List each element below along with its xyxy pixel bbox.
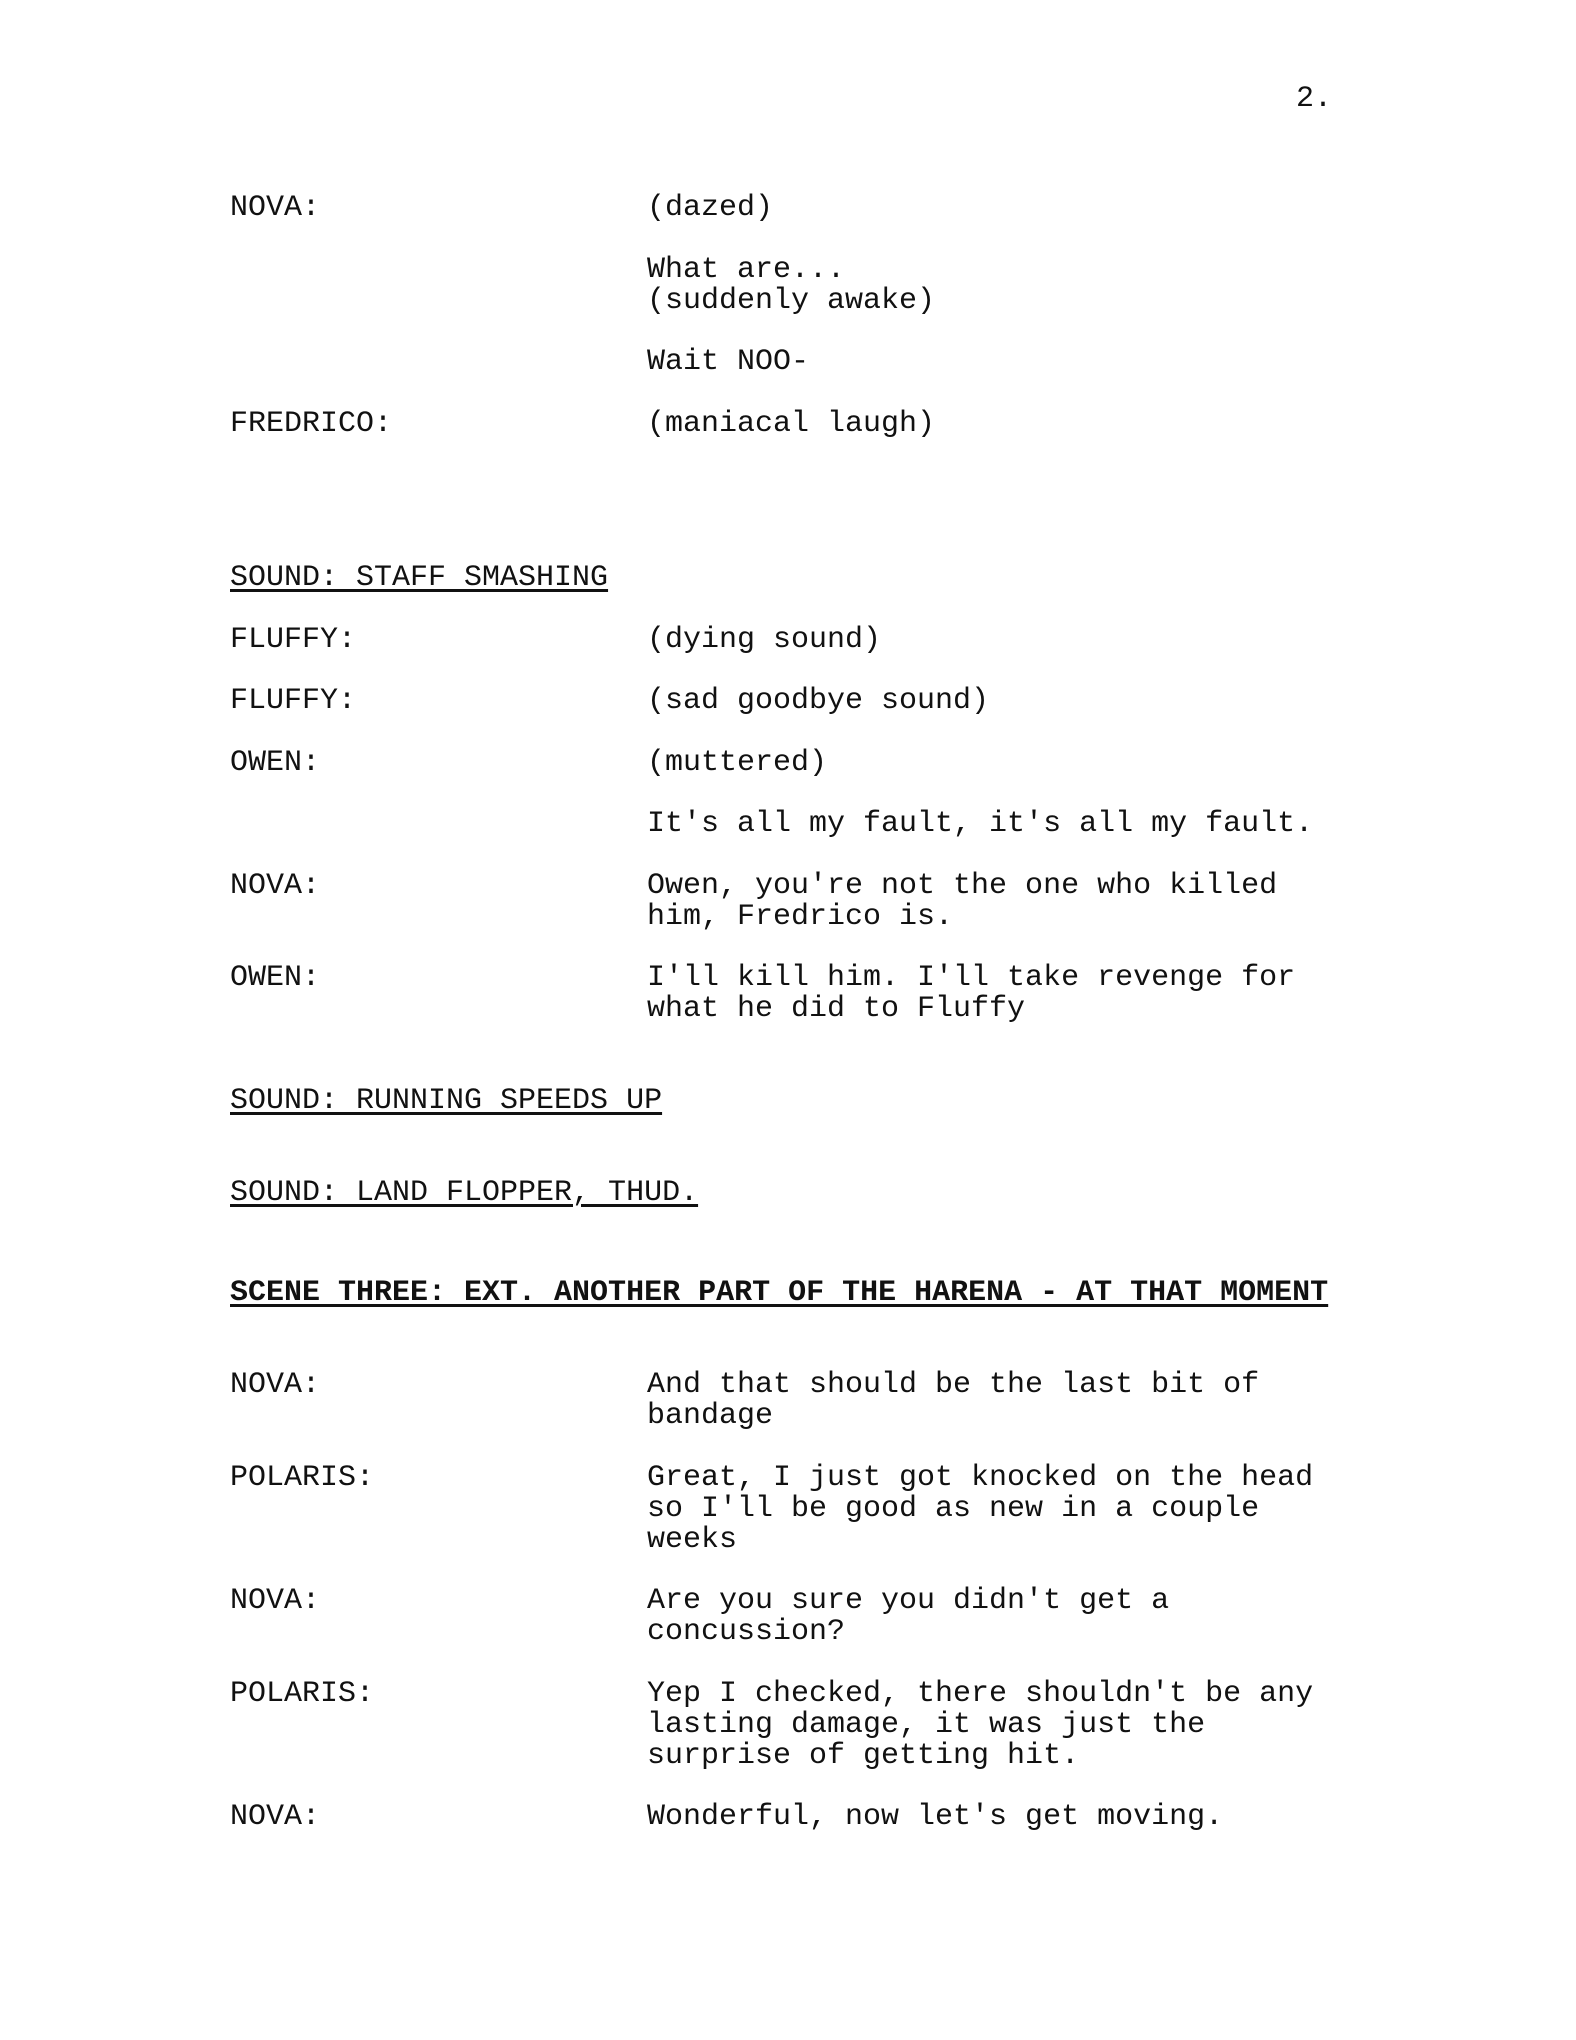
dialogue-line: And that should be the last bit of xyxy=(647,1368,1260,1402)
character-cue: FREDRICO: xyxy=(230,407,393,441)
sound-cue: SOUND: RUNNING SPEEDS UP xyxy=(230,1084,663,1118)
character-cue: POLARIS: xyxy=(230,1461,375,1495)
character-cue: OWEN: xyxy=(230,961,321,995)
dialogue-line: Are you sure you didn't get a xyxy=(647,1584,1170,1618)
character-cue: FLUFFY: xyxy=(230,684,357,718)
scene-heading: SCENE THREE: EXT. ANOTHER PART OF THE HARENA - AT THAT MOMENT xyxy=(230,1276,1329,1310)
dialogue-line: bandage xyxy=(647,1399,774,1433)
dialogue-line: Great, I just got knocked on the head xyxy=(647,1461,1314,1495)
parenthetical: (muttered) xyxy=(647,746,828,780)
dialogue-line: What are... xyxy=(647,253,846,287)
character-cue: NOVA: xyxy=(230,191,321,225)
dialogue-line: Wonderful, now let's get moving. xyxy=(647,1800,1224,1834)
parenthetical: (maniacal laugh) xyxy=(647,407,936,441)
character-cue: FLUFFY: xyxy=(230,623,357,657)
dialogue-line: surprise of getting hit. xyxy=(647,1739,1080,1773)
dialogue-line: concussion? xyxy=(647,1615,846,1649)
dialogue-line: It's all my fault, it's all my fault. xyxy=(647,807,1314,841)
character-cue: POLARIS: xyxy=(230,1677,375,1711)
character-cue: NOVA: xyxy=(230,1800,321,1834)
character-cue: NOVA: xyxy=(230,1584,321,1618)
sound-cue: SOUND: STAFF SMASHING xyxy=(230,561,609,595)
dialogue-line: Yep I checked, there shouldn't be any xyxy=(647,1677,1314,1711)
dialogue-line: Owen, you're not the one who killed xyxy=(647,869,1278,903)
parenthetical: (suddenly awake) xyxy=(647,284,936,318)
dialogue-line: Wait NOO- xyxy=(647,345,810,379)
dialogue-line: weeks xyxy=(647,1523,738,1557)
dialogue-line: him, Fredrico is. xyxy=(647,900,954,934)
dialogue-line: so I'll be good as new in a couple xyxy=(647,1492,1260,1526)
dialogue-line: lasting damage, it was just the xyxy=(647,1708,1206,1742)
character-cue: NOVA: xyxy=(230,1368,321,1402)
character-cue: NOVA: xyxy=(230,869,321,903)
dialogue-line: what he did to Fluffy xyxy=(647,992,1026,1026)
page-number: 2. xyxy=(1296,82,1333,116)
character-cue: OWEN: xyxy=(230,746,321,780)
dialogue-line: I'll kill him. I'll take revenge for xyxy=(647,961,1296,995)
sound-cue: SOUND: LAND FLOPPER, THUD. xyxy=(230,1176,699,1210)
parenthetical: (dying sound) xyxy=(647,623,882,657)
parenthetical: (dazed) xyxy=(647,191,774,225)
parenthetical: (sad goodbye sound) xyxy=(647,684,990,718)
